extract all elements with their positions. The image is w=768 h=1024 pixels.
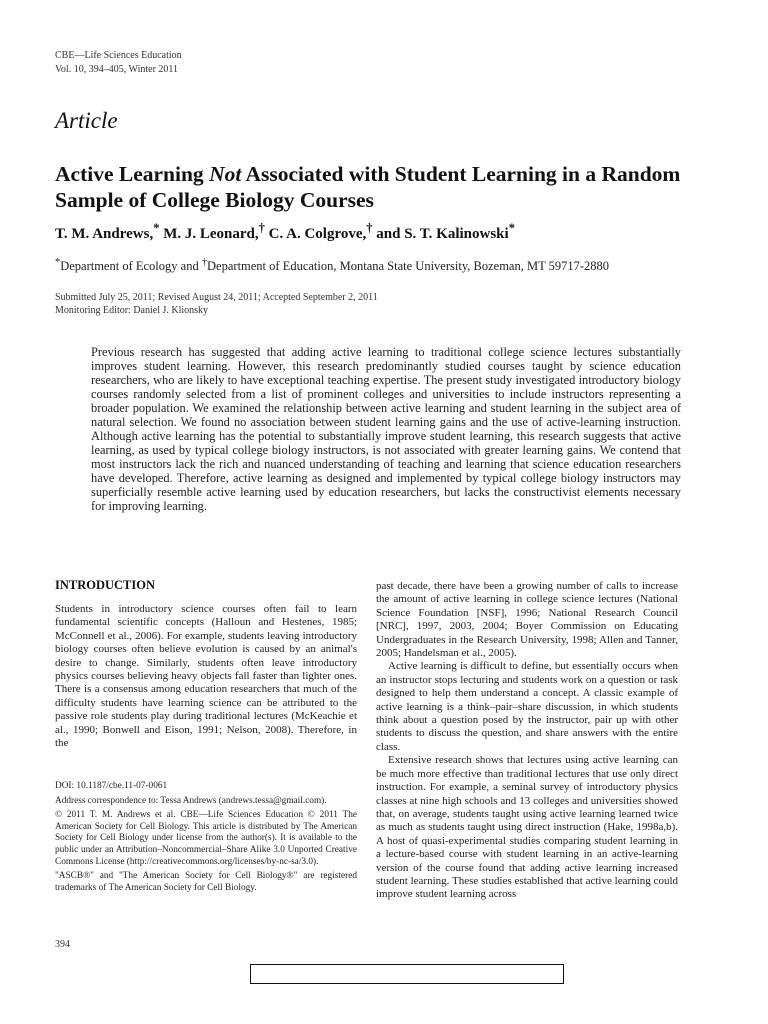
paragraph: Extensive research shows that lectures using active learning can be much more effective than traditional lectures that use only direct instruction. For example, a seminal survey of introductory physics classes at nine high schools and 13 colleges and universities showed that, on average, students taught using active learning learned twice as much as students taught using direct instruction (Hake, 1998a,b). A host of quasi-experimental studies comparing student learning in a lecture-based course with student learning in an active-learning version of the course found that adding active learning increased student learning. These studies established that active learning could improve student learning across [376,754,678,901]
empty-box [250,964,564,984]
title-part-1: Active Learning [55,162,210,186]
correspondence: Address correspondence to: Tessa Andrews (andrews.tessa@gmail.com). [55,795,327,806]
paragraph: past decade, there have been a growing number of calls to increase the amount of active learning in college science lectures (National Science Foundation [NSF], 1996; National Research Council [NRC], 1997, 2003, 2004; Boyer Commission on Educating Undergraduates in the Research University, 1998; Allen and Tanner, 2005; Handelsman et al., 2005). [376,580,678,660]
article-type-label: Article [55,108,118,133]
page-number: 394 [55,939,70,950]
volume-info: Vol. 10, 394–405, Winter 2011 [55,64,179,75]
author-name: C. A. Colgrove, [264,226,367,242]
author-mark: † [258,221,265,235]
affiliation [55,257,609,274]
submission-info [55,291,378,317]
affiliation-mark: † [201,257,208,268]
affiliation-text: Department of Ecology and [60,259,202,274]
author-name: and S. T. Kalinowski [372,226,509,242]
journal-name: CBE—Life Sciences Education [55,50,182,61]
author-name: M. J. Leonard, [159,226,259,242]
submission-dates: Submitted July 25, 2011; Revised August 24, 2011; Accepted September 2, 2011 [55,292,378,303]
author-list [55,221,515,243]
abstract: Previous research has suggested that adding active learning to traditional college science lectures substantially improves student learning. However, this research predominantly studied courses taught by science education researchers, who are likely to have exceptional teaching expertise. The present study investigated introductory biology courses randomly selected from a list of prominent colleges and universities to include instructors representing a broader population. We examined the relationship between active learning and student learning in the subject area of natural selection. We found no association between student learning gains and the use of active-learning instruction. Although active learning has the potential to substantially improve student learning, this research suggests that active learning, as used by typical college biology instructors, is not associated with greater learning gains. We contend that most instructors lack the rich and nuanced understanding of teaching and learning that science education researchers have developed. Therefore, active learning as designed and implemented by typical college biology instructors may superficially resemble active learning used by education researchers, but lacks the constructivist elements necessary for improving learning. [91,345,681,513]
affiliation-mark: * [55,257,61,268]
affiliation-text: Department of Education, Montana State University, Bozeman, MT 59717-2880 [207,259,610,274]
title-part-2: Associated with Student Learning in a Random Sample of College Biology Courses [55,162,681,212]
doi: DOI: 10.1187/cbe.11-07-0061 [55,781,168,791]
article-title [55,161,715,213]
copyright-notice: © 2011 T. M. Andrews et al. CBE—Life Sciences Education © 2011 The American Society for Cell Biology. This article is distributed by The American Society for Cell Biology under license from the author(s). It is available to the public under an Attribution–Noncommercial–Share Alike 3.0 Unported Creative Commons License (http://creativecommons.org/licenses/by-nc-sa/3.0). [55,810,357,867]
right-column [376,580,678,902]
trademark-notice: "ASCB®" and "The American Society for Cell Biology®" are registered trademarks of The American Society for Cell Biology. [55,871,357,893]
author-mark: * [508,221,515,235]
paragraph: Students in introductory science courses often fail to learn fundamental scientific concepts (Halloun and Hestenes, 1985; McConnell et al., 2006). For example, students leaving introductory biology courses often believe evolution is caused by an animal's desire to change. Similarly, students often leave introductory physics courses believing heavy objects fall faster than lighter ones. There is a consensus among education researchers that much of the difficulty students have learning science can be attributed to the passive role students play during traditional lectures (McKeachie et al., 1990; Bonwell and Eison, 1991; Nelson, 2008). Therefore, in the [55,603,357,750]
left-column [55,578,357,750]
journal-header [55,49,182,77]
title-emphasis: Not [209,162,242,186]
monitoring-editor: Monitoring Editor: Daniel J. Klionsky [55,305,209,316]
author-name: T. M. Andrews, [55,226,154,242]
section-heading: INTRODUCTION [55,578,156,592]
footnotes [55,781,357,897]
paragraph: Active learning is difficult to define, but essentially occurs when an instructor stops lecturing and students work on a question or task designed to help them understand a concept. A classic example of active learning is a think–pair–share discussion, in which students think about a question posed by the instructor, pair up with other students to discuss the question, and share answers with the entire class. [376,660,678,753]
author-mark: * [153,221,160,235]
author-mark: † [366,221,373,235]
